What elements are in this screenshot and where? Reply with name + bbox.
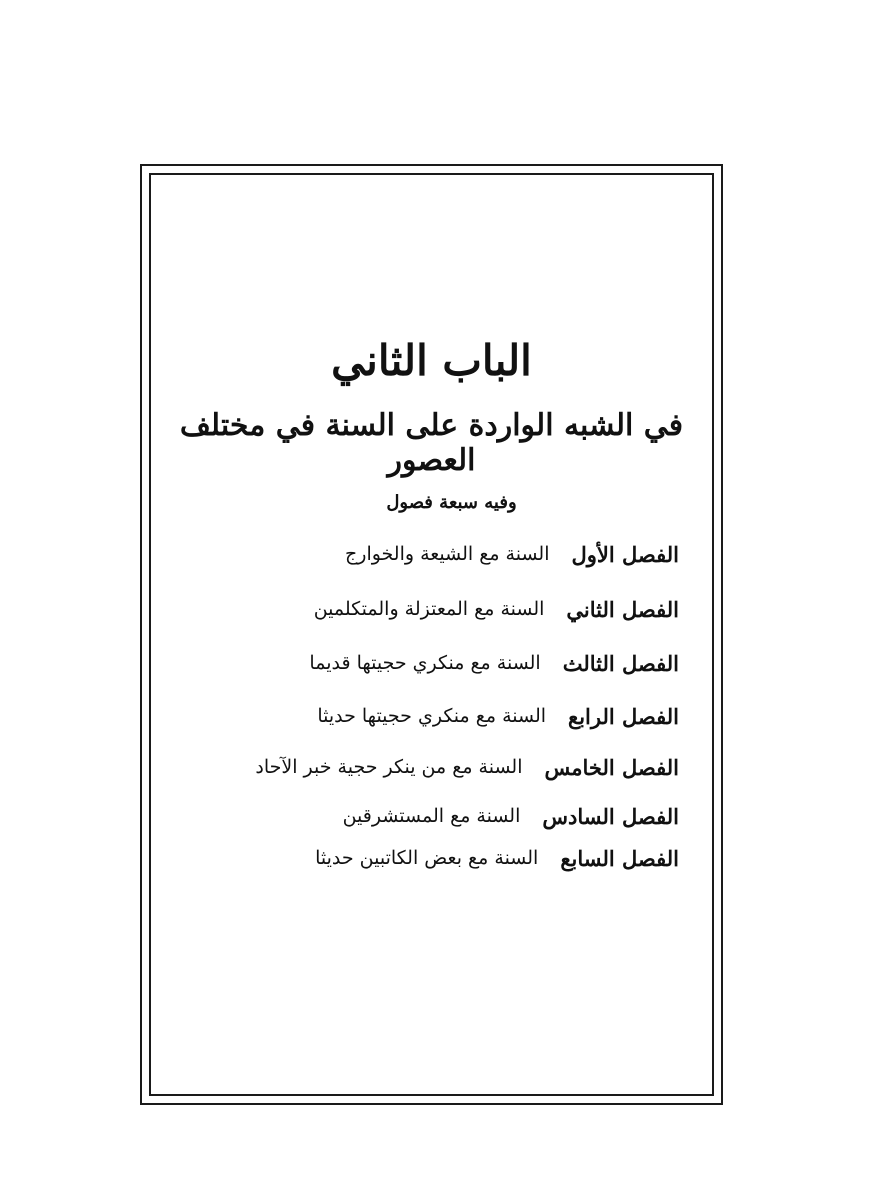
page-border-outer	[140, 164, 723, 1105]
chapter-item	[343, 796, 679, 836]
chapter-label: الفصل الأول	[571, 541, 679, 567]
chapter-label: الفصل السابع	[560, 845, 679, 871]
chapter-item	[314, 589, 679, 629]
chapter-topic: السنة مع منكري حجيتها حديثا	[317, 705, 547, 727]
chapter-item	[309, 643, 679, 683]
chapter-label: الفصل الرابع	[568, 703, 679, 729]
chapter-label: الفصل الخامس	[544, 754, 679, 780]
chapter-label: الفصل الثالث	[562, 650, 679, 676]
part-subtitle: في الشبه الواردة على السنة في مختلف العصور	[179, 408, 684, 478]
chapter-topic: السنة مع منكري حجيتها قديما	[309, 652, 541, 674]
chapters-intro: وفيه سبعة فصول	[386, 492, 517, 513]
chapter-topic: السنة مع بعض الكاتبين حديثا	[315, 847, 539, 869]
chapter-item	[317, 696, 679, 736]
chapter-item	[315, 838, 679, 878]
chapter-topic: السنة مع من ينكر حجية خبر الآحاد	[255, 756, 523, 778]
part-title: الباب الثاني	[331, 336, 532, 385]
chapter-topic: السنة مع الشيعة والخوارج	[345, 543, 550, 565]
chapter-label: الفصل السادس	[542, 803, 679, 829]
chapter-topic: السنة مع المستشرقين	[342, 805, 521, 827]
chapter-label: الفصل الثاني	[566, 596, 679, 622]
chapter-item	[345, 534, 679, 574]
chapter-topic: السنة مع المعتزلة والمتكلمين	[313, 598, 545, 620]
page-content	[142, 166, 721, 1103]
chapter-item	[255, 747, 679, 787]
